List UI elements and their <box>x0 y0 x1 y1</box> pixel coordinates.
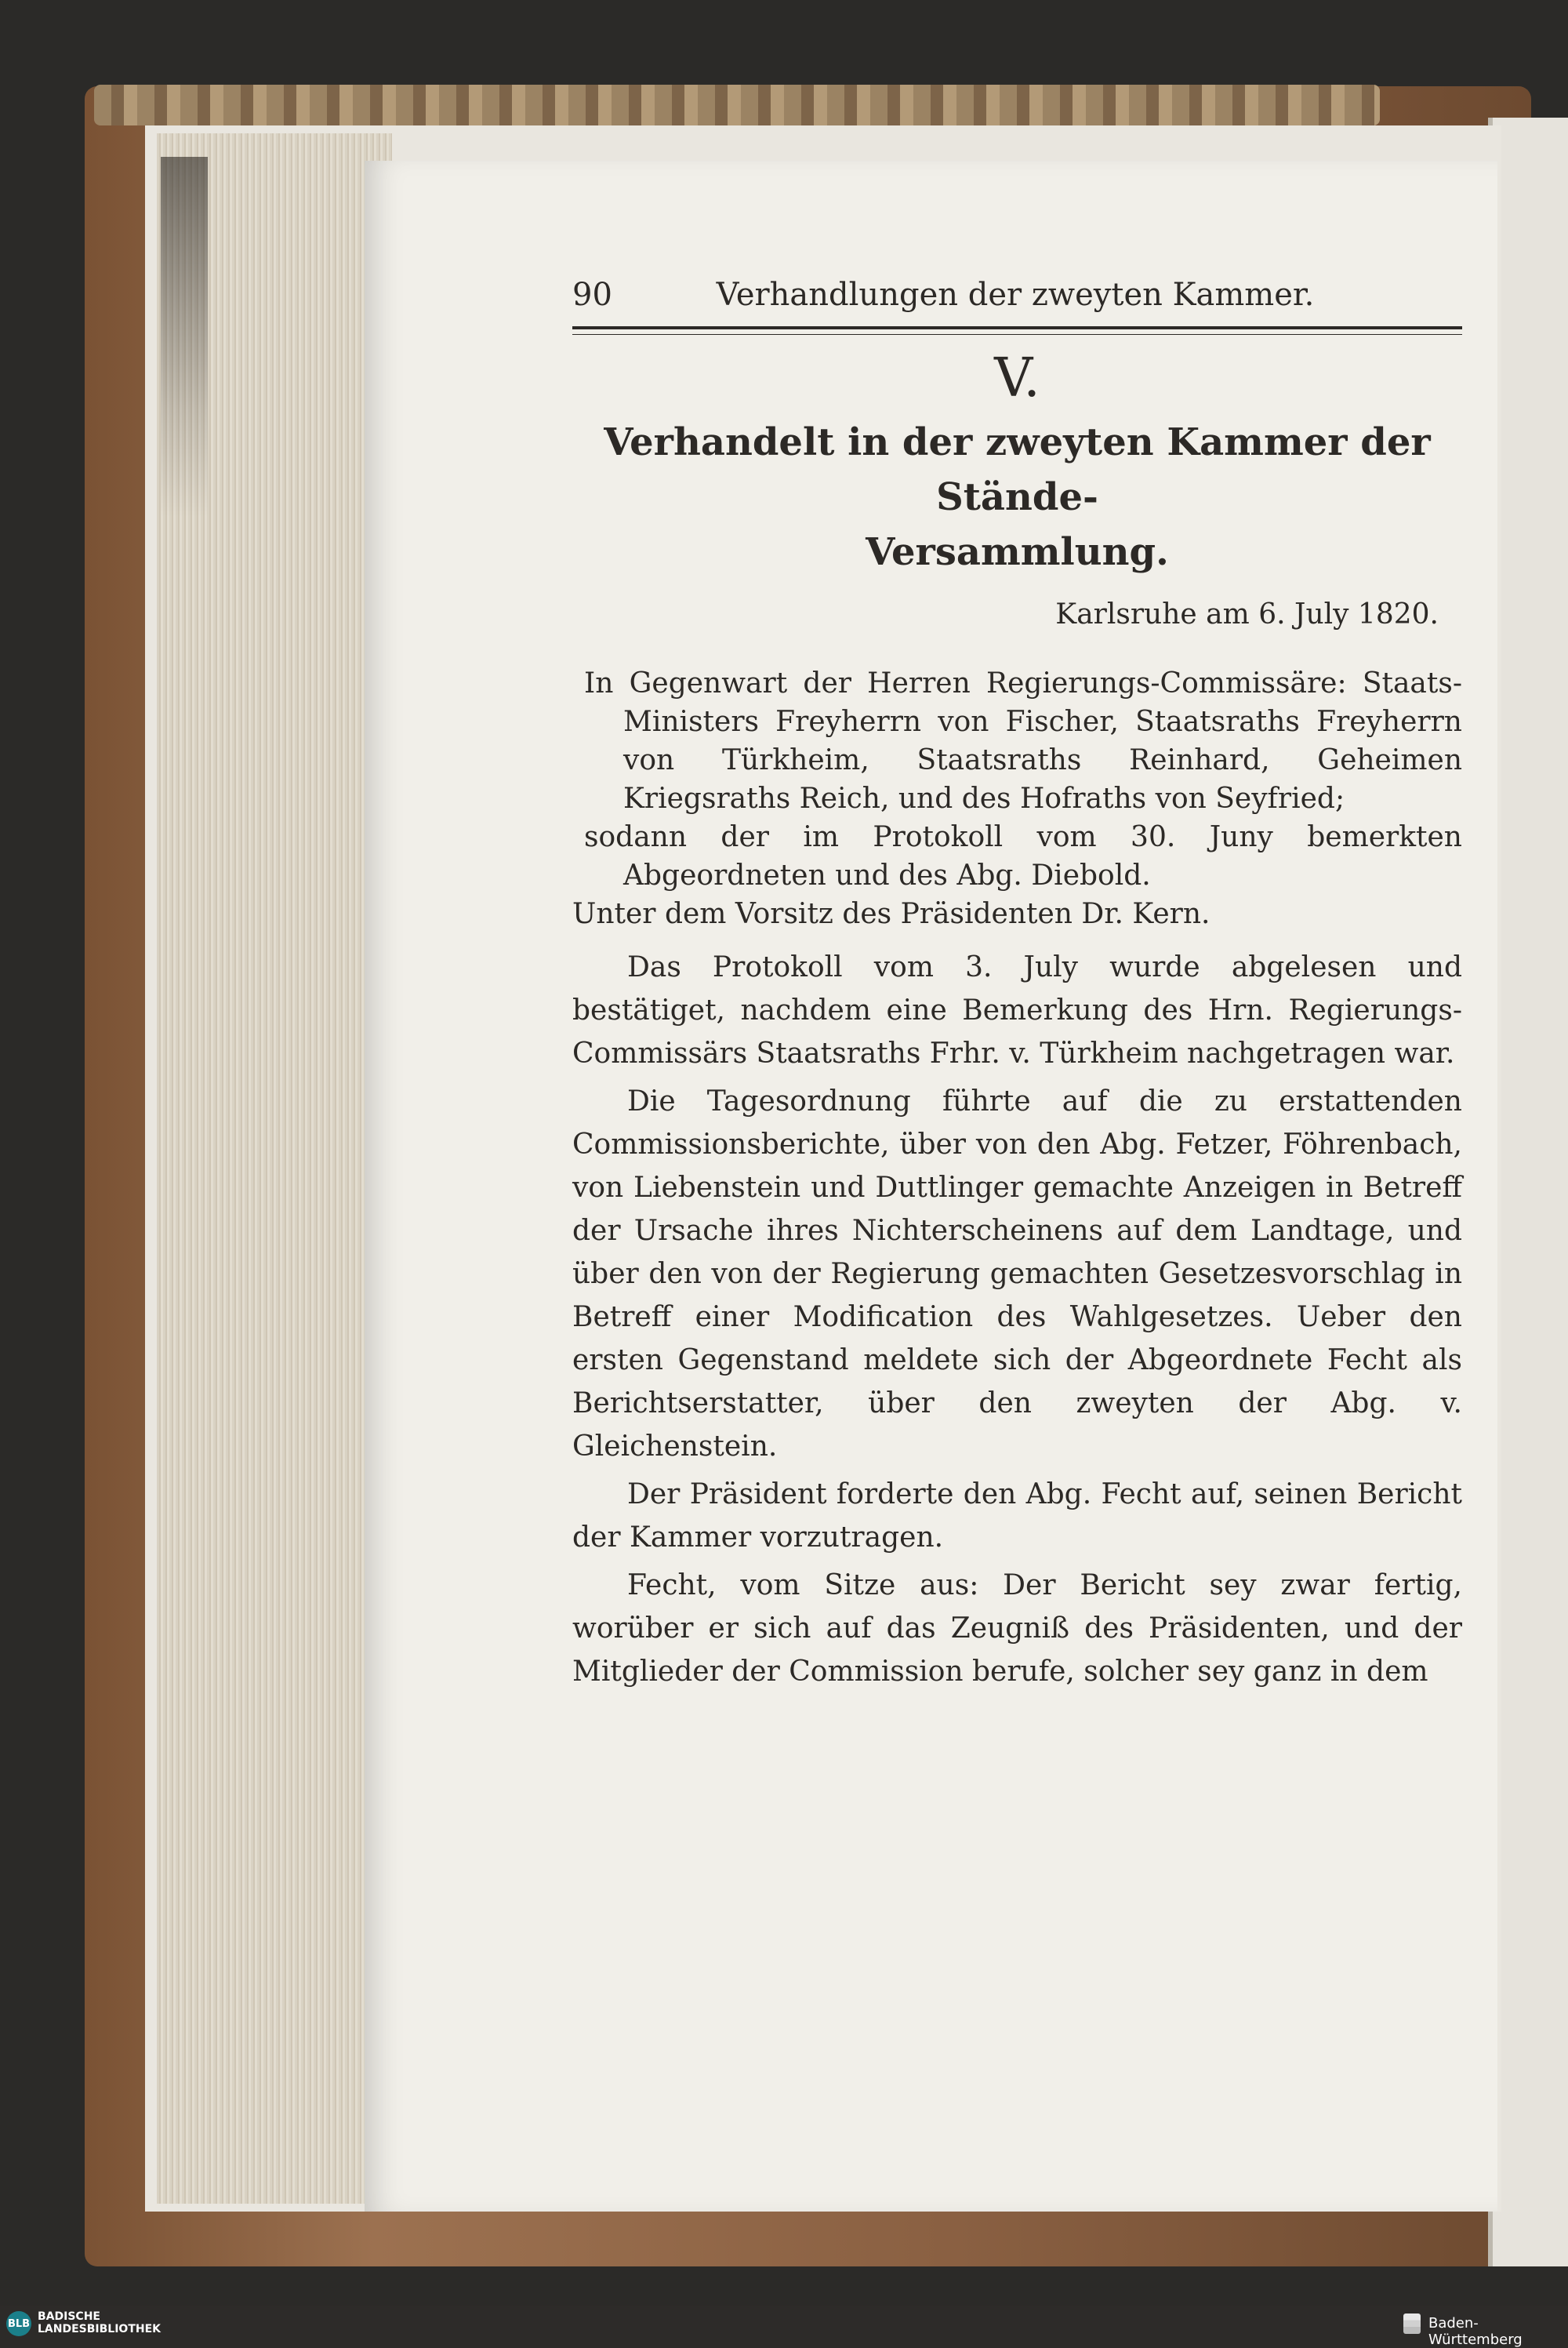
facing-page <box>1490 118 1568 2266</box>
attendance-block <box>572 664 1462 933</box>
library-name-line1: BADISCHE <box>38 2310 100 2323</box>
page-content <box>572 274 1462 1698</box>
page-header <box>572 274 1462 315</box>
library-name <box>38 2310 161 2335</box>
section-title-line2: Versammlung. <box>866 530 1169 574</box>
partner-name: Baden-Württemberg <box>1428 2315 1523 2348</box>
paragraph-protocol-approval: Das Protokoll vom 3. July wurde abgelesen und bestätiget, nachdem eine Bemerkung des Hrn. Regierungs-Commissärs Staatsraths Frhr. v. Türkheim nachgetragen war. <box>572 951 1462 1070</box>
header-rule <box>572 326 1462 335</box>
footer-bar <box>0 2306 1568 2340</box>
library-logo-icon: BLB <box>6 2311 31 2336</box>
state-coat-of-arms-icon <box>1403 2313 1421 2334</box>
section-title <box>572 415 1462 580</box>
paragraph-president-request: Der Präsident forderte den Abg. Fecht auf, seinen Bericht der Kammer vorzutragen. <box>572 1478 1462 1554</box>
session-date: Karlsruhe am 6. July 1820. <box>1055 598 1439 631</box>
paragraph-agenda: Die Tagesordnung führte auf die zu erstattenden Commissionsberichte, über von den Abg. Fetzer, Föhrenbach, von Liebenstein und Duttlinger gemachte Anzeigen in Betreff der Ursache ihres Nichterscheinens auf dem Landtage, und über den von der Regierung gemachten Gesetzesvorschlag in Betreff einer Modification des Wahlgesetzes. Ueber den ersten Gegenstand meldete sich der Abgeordnete Fecht als Berichtserstatter, über den zweyten der Abg. v. Gleichenstein. <box>572 1085 1462 1463</box>
attendance-commissioners: In Gegenwart der Herren Regierungs-Commissäre: Staats-Ministers Freyherrn von Fischer, Staatsraths Freyherrn von Türkheim, Staatsraths Reinhard, Geheimen Kriegsraths Reich, und des Hofraths von Seyfried; <box>584 667 1462 815</box>
page-stain <box>161 157 208 518</box>
section-title-line1: Verhandelt in der zweyten Kammer der Stände- <box>604 420 1431 519</box>
paragraph-fecht-statement: Fecht, vom Sitze aus: Der Bericht sey zwar fertig, worüber er sich auf das Zeugniß des Präsidenten, und der Mitglieder der Commission berufe, solcher sey ganz in dem <box>572 1569 1462 1688</box>
protocol-body <box>572 946 1462 1693</box>
section-number: V. <box>994 347 1040 409</box>
running-head: Verhandlungen der zweyten Kammer. <box>716 277 1315 313</box>
book-spine-edge <box>94 85 1380 125</box>
library-name-line2: LANDESBIBLIOTHEK <box>38 2323 162 2335</box>
page-number: 90 <box>572 277 612 313</box>
attendance-deputies: sodann der im Protokoll vom 30. Juny bemerkten Abgeordneten und des Abg. Diebold. <box>584 821 1462 892</box>
attendance-chair: Unter dem Vorsitz des Präsidenten Dr. Kern. <box>572 898 1210 930</box>
